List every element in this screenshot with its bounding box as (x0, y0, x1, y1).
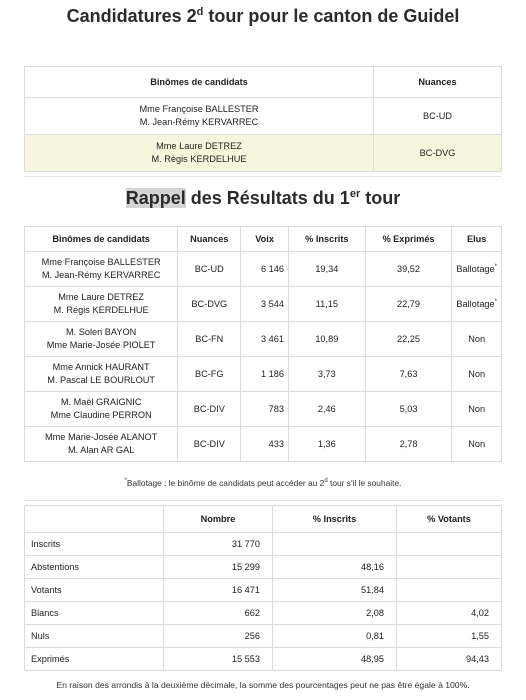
exprimes-cell: 2,78 (365, 427, 452, 462)
table-row (25, 427, 502, 462)
row-label: Blancs (25, 602, 164, 625)
candidates-cell: Mme Françoise BALLESTER M. Jean-Rémy KERVARREC (25, 252, 178, 287)
inscrits-cell (273, 533, 397, 556)
nuance-cell: BC-UD (374, 98, 502, 135)
voix-cell: 3 461 (241, 322, 289, 357)
inscrits-cell: 2,46 (288, 392, 365, 427)
participation-table (24, 505, 502, 671)
nuance-cell: BC-FG (178, 357, 241, 392)
exprimes-cell: 22,25 (365, 322, 452, 357)
nombre-cell: 662 (164, 602, 273, 625)
exprimes-cell: 39,52 (365, 252, 452, 287)
elus-cell: Non (452, 427, 502, 462)
header-votants: % Votants (397, 506, 502, 533)
nombre-cell: 15 299 (164, 556, 273, 579)
header-exprimes: % Exprimés (365, 227, 452, 252)
candidates-cell: Mme Marie-Josée ALANOT M. Alan AR GAL (25, 427, 178, 462)
voix-cell: 1 186 (241, 357, 289, 392)
header-voix: Voix (241, 227, 289, 252)
voix-cell: 433 (241, 427, 289, 462)
table-header-row (25, 227, 502, 252)
header-nuances: Nuances (374, 67, 502, 98)
table-row (25, 287, 502, 322)
voix-cell: 3 544 (241, 287, 289, 322)
table-row (25, 556, 502, 579)
nuance-cell: BC-DVG (178, 287, 241, 322)
footnote: En raison des arrondis à la deuxième décimale, la somme des pourcentages peut ne pas être égale à 100%. (56, 680, 470, 690)
inscrits-cell: 51,84 (273, 579, 397, 602)
table-row (25, 135, 502, 172)
header-inscrits: % Inscrits (273, 506, 397, 533)
header-nombre: Nombre (164, 506, 273, 533)
table-row (25, 602, 502, 625)
inscrits-cell: 2,08 (273, 602, 397, 625)
divider (24, 500, 502, 501)
table-row (25, 625, 502, 648)
votants-cell (397, 579, 502, 602)
section-title: Rappel des Résultats du 1er tour (125, 188, 401, 208)
page-title: Candidatures 2$^d$ tour pour le canton de Guidel (66, 6, 460, 26)
elus-cell: Non (452, 392, 502, 427)
table-row (25, 322, 502, 357)
elus-cell: Ballotage* (452, 252, 502, 287)
votants-cell (397, 533, 502, 556)
nombre-cell: 31 770 (164, 533, 273, 556)
exprimes-cell: 5,03 (365, 392, 452, 427)
header-nuances: Nuances (178, 227, 241, 252)
row-label: Inscrits (25, 533, 164, 556)
nombre-cell: 256 (164, 625, 273, 648)
table-header-row (25, 506, 502, 533)
candidates-cell: Mme Françoise BALLESTER M. Jean-Rémy KERVARREC (25, 98, 374, 135)
row-label: Exprimés (25, 648, 164, 671)
row-label: Nuls (25, 625, 164, 648)
divider (24, 176, 502, 177)
table-row (25, 98, 502, 135)
elus-cell: Non (452, 357, 502, 392)
inscrits-cell: 3,73 (288, 357, 365, 392)
inscrits-cell: 48,95 (273, 648, 397, 671)
candidates-cell: Mme Annick HAURANT M. Pascal LE BOURLOUT (25, 357, 178, 392)
table-row (25, 392, 502, 427)
table-row (25, 533, 502, 556)
nuance-cell: BC-FN (178, 322, 241, 357)
header-binomes: Binômes de candidats (25, 227, 178, 252)
premier-tour-table (24, 226, 502, 462)
header-elus: Elus (452, 227, 502, 252)
elus-cell: Non (452, 322, 502, 357)
votants-cell: 1,55 (397, 625, 502, 648)
second-tour-table (24, 66, 502, 172)
table-row (25, 579, 502, 602)
nuance-cell: BC-DIV (178, 392, 241, 427)
table-row (25, 357, 502, 392)
inscrits-cell: 0,81 (273, 625, 397, 648)
nuance-cell: BC-UD (178, 252, 241, 287)
inscrits-cell: 11,15 (288, 287, 365, 322)
candidates-cell: Mme Laure DETREZ M. Régis KERDELHUE (25, 135, 374, 172)
exprimes-cell: 22,79 (365, 287, 452, 322)
exprimes-cell: 7,63 (365, 357, 452, 392)
nombre-cell: 16 471 (164, 579, 273, 602)
votants-cell: 94,43 (397, 648, 502, 671)
nombre-cell: 15 553 (164, 648, 273, 671)
nuance-cell: BC-DVG (374, 135, 502, 172)
votants-cell: 4,02 (397, 602, 502, 625)
table-row (25, 648, 502, 671)
ballotage-note: *Ballotage : le binôme de candidats peut accéder au 2$^d$ tour s'il le souhaite. (124, 478, 402, 488)
votants-cell (397, 556, 502, 579)
voix-cell: 6 146 (241, 252, 289, 287)
inscrits-cell: 19,34 (288, 252, 365, 287)
header-empty (25, 506, 164, 533)
elus-cell: Ballotage* (452, 287, 502, 322)
header-inscrits: % Inscrits (288, 227, 365, 252)
nuance-cell: BC-DIV (178, 427, 241, 462)
row-label: Abstentions (25, 556, 164, 579)
table-header-row (25, 67, 502, 98)
candidates-cell: M. Maël GRAIGNIC Mme Claudine PERRON (25, 392, 178, 427)
header-binomes: Binômes de candidats (25, 67, 374, 98)
inscrits-cell: 10,89 (288, 322, 365, 357)
candidates-cell: Mme Laure DETREZ M. Régis KERDELHUE (25, 287, 178, 322)
voix-cell: 783 (241, 392, 289, 427)
inscrits-cell: 1,36 (288, 427, 365, 462)
table-row (25, 252, 502, 287)
row-label: Votants (25, 579, 164, 602)
inscrits-cell: 48,16 (273, 556, 397, 579)
candidates-cell: M. Solen BAYON Mme Marie-Josée PIOLET (25, 322, 178, 357)
